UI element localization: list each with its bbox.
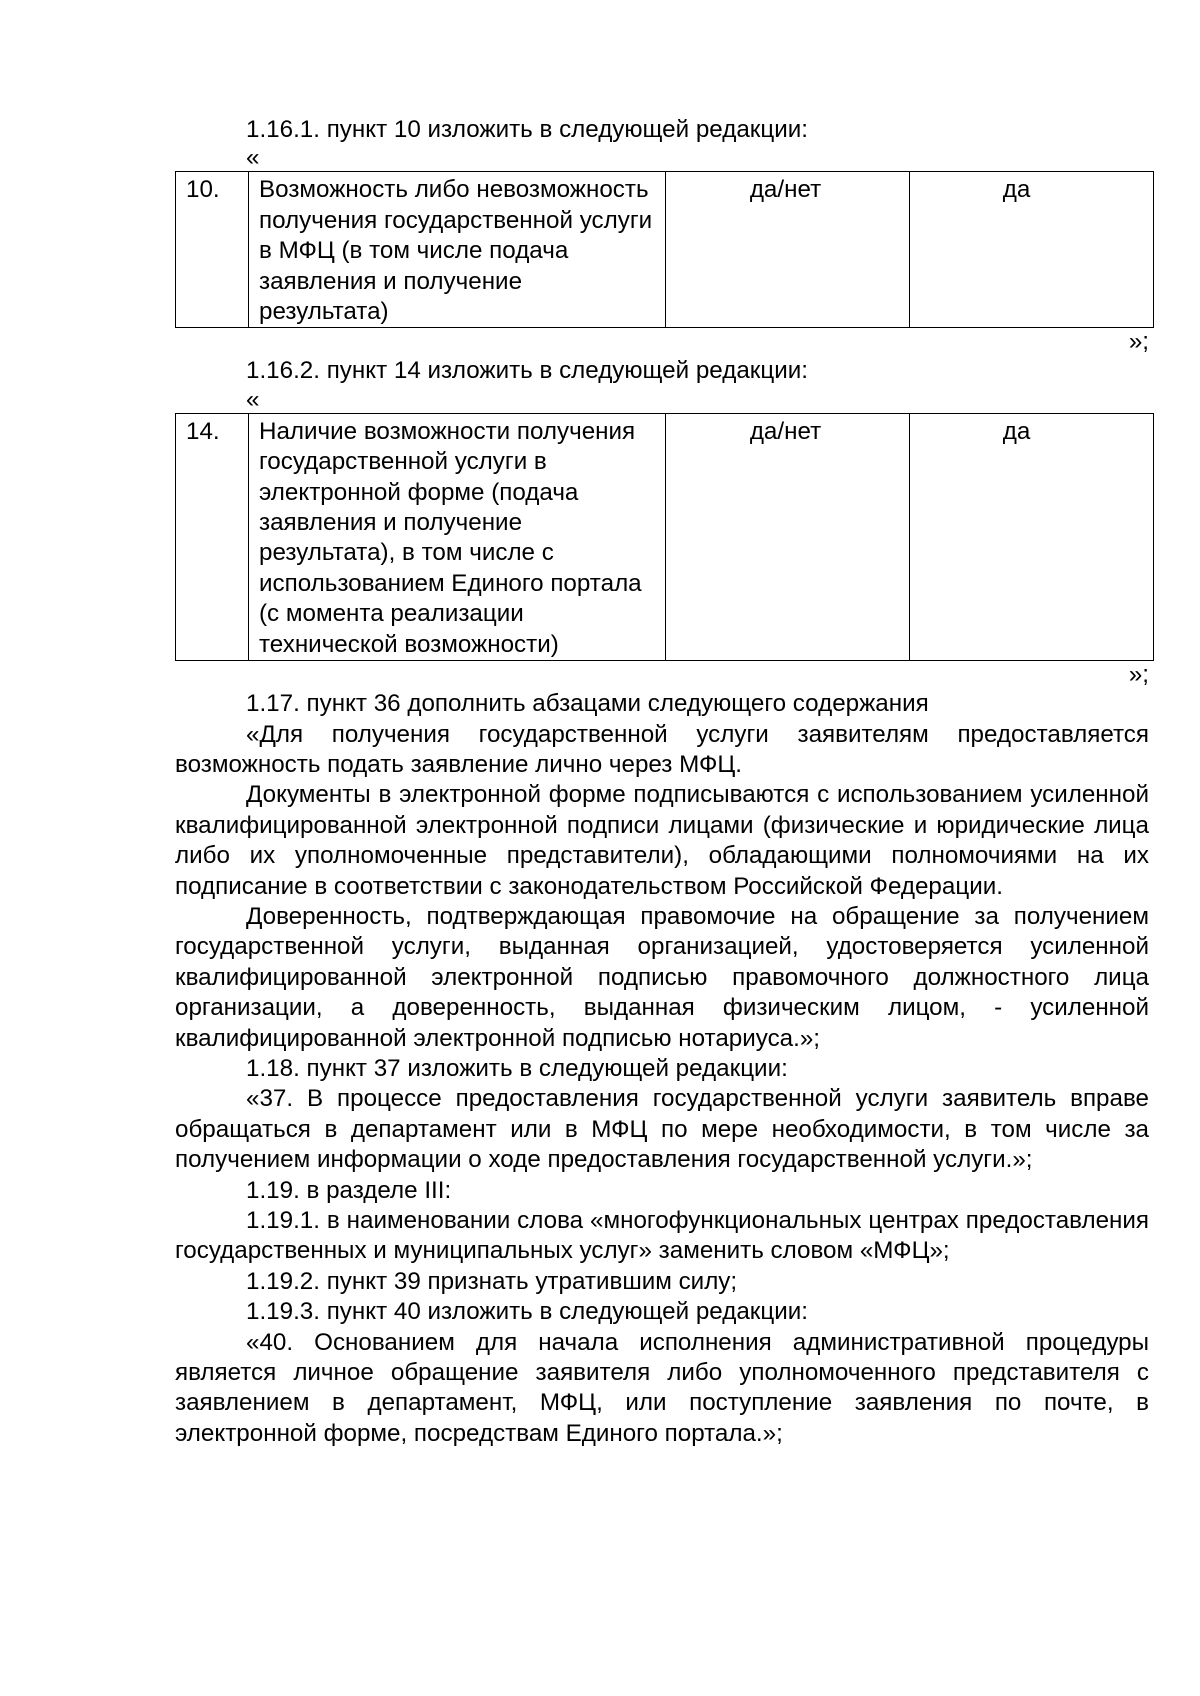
row-unit [666,172,910,328]
row-description: Наличие возможности получения государственной услуги в электронной форме (подача заявления и получение результата), в том числе с использованием Единого портала (с момента реализации технической возможности) [249,413,666,660]
paragraph-1-16-2: 1.16.2. пункт 14 изложить в следующей редакции: [246,357,808,385]
unit-text: да/нет [749,417,822,445]
paragraph-1-19-3: 1.19.3. пункт 40 изложить в следующей редакции: [246,1298,808,1326]
paragraph-1-18: 1.18. пункт 37 изложить в следующей редакции: [246,1054,788,1082]
paragraph-1-19-3-a: «40. Основанием для начала исполнения административной процедуры является личное обращение заявителя либо уполномоченного представителя с заявлением в департамент, МФЦ, или поступление заявления по почте, в электронной форме, посредствам Единого портала.»; [175,1328,1149,1447]
value-text: да [1002,176,1031,204]
open-quote: « [246,144,260,172]
value-text: да [1002,417,1031,445]
row-value [910,413,1154,660]
row-number: 14. [176,413,249,660]
table-row [176,172,1154,328]
table-row [176,413,1154,660]
paragraph-1-17-c: Доверенность, подтверждающая правомочие на обращение за получением государственной услуги, выданная организацией, удостоверяется усиленной квалифицированной электронной подписью правомочного должностного лица организации, а доверенность, выданная физическим лицом, - усиленной квалифицированной электронной подписью нотариуса.»; [175,902,1149,1052]
paragraph-1-19-2: 1.19.2. пункт 39 признать утратившим силу; [246,1267,738,1295]
close-quote: »; [1128,328,1149,356]
paragraph-1-17-b: Документы в электронной форме подписываются с использованием усиленной квалифицированной электронной подписи лицами (физические и юридические лица либо их уполномоченные представители), обладающими полномочиями на их подписание в соответствии с законодательством Российской Федерации. [175,781,1149,900]
paragraph-1-17: 1.17. пункт 36 дополнить абзацами следующего содержания [246,690,929,718]
row-value [910,172,1154,328]
paragraph-1-19-1: 1.19.1. в наименовании слова «многофункциональных центрах предоставления государственных и муниципальных услуг» заменить словом «МФЦ»; [175,1207,1149,1265]
open-quote: « [246,385,260,413]
row-number: 10. [176,172,249,328]
close-quote: »; [1128,661,1149,689]
paragraph-1-19: 1.19. в разделе III: [246,1176,452,1204]
paragraph-1-16-1: 1.16.1. пункт 10 изложить в следующей редакции: [246,116,808,143]
row-description: Возможность либо невозможность получения государственной услуги в МФЦ (в том числе подача заявления и получение результата) [249,172,666,328]
table-item-14 [175,413,1154,661]
paragraph-1-17-a: «Для получения государственной услуги заявителям предоставляется возможность подать заявление лично через МФЦ. [175,720,1149,778]
row-unit [666,413,910,660]
document-page [175,115,1149,1449]
unit-text: да/нет [749,176,822,204]
paragraph-1-18-a: «37. В процессе предоставления государственной услуги заявитель вправе обращаться в департамент или в МФЦ по мере необходимости, в том числе за получением информации о ходе предоставления государственной услуги.»; [175,1085,1149,1174]
table-item-10 [175,171,1154,328]
